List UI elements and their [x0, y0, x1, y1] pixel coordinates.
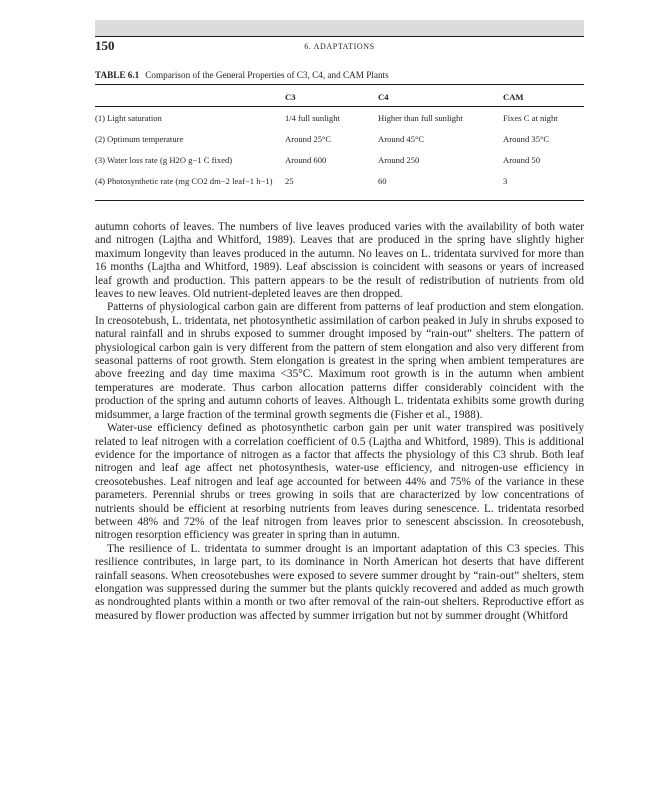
table-row	[95, 149, 584, 170]
column-header: C3	[285, 85, 378, 107]
table-label: TABLE 6.1	[95, 70, 140, 80]
table-row	[95, 170, 584, 201]
comparison-table	[95, 84, 584, 201]
paragraph: autumn cohorts of leaves. The numbers of live leaves produced varies with the availability of both water and nitrogen (Lajtha and Whitford, 1989). Leaves that are produced in the spring have slightly higher maximum longevity than leaves produced in the autumn. No leaves on L. tridentata survived for more than 16 months (Lajtha and Whitford, 1989). Leaf abscission is coincident with seasons or years of increased leaf growth and production. This pattern appears to be the result of redistribution of nutrients from old leaves to new leaves. Old nutrient-depleted leaves are then dropped.	[95, 221, 584, 301]
table-caption	[95, 70, 389, 80]
table-title: Comparison of the General Properties of C3, C4, and CAM Plants	[145, 70, 389, 80]
table-cell: 1/4 full sunlight	[285, 113, 340, 123]
column-header: C4	[378, 85, 503, 107]
column-header	[95, 85, 285, 107]
table-cell: Around 25°C	[285, 133, 332, 144]
page-number: 150	[95, 38, 115, 53]
table-cell: 60	[378, 170, 503, 201]
table-cell: Fixes C at night	[503, 113, 558, 123]
table-header-row	[95, 85, 584, 107]
paragraph: Water-use efficiency defined as photosynthetic carbon gain per unit water transpired was positively related to leaf nitrogen with a correlation coefficient of 0.5 (Lajtha and Whitford, 1989). This is additional evidence for the importance of nitrogen as a factor that affects the physiology of this C3 shrub. Both leaf nitrogen and leaf age affect net photosynthesis, water-use efficiency, and nitrogen-use efficiency in creosotebushes. Leaf nitrogen and leaf age accounted for between 44% and 75% of the variance in these parameters. Perennial shrubs or trees growing in soils that are characterized by low concentrations of nutrients should be efficient at resorbing nutrients from leaves during senescence. L. tridentata resorbed between 48% and 72% of the leaf nitrogen from leaves prior to senescent abscission. In creosotebush, nitrogen resorption efficiency was greater in spring than in autumn.	[95, 422, 584, 542]
table-cell: Higher than full sunlight	[378, 113, 463, 123]
running-title: 6. ADAPTATIONS	[304, 42, 375, 51]
header-rule	[95, 36, 584, 37]
table-cell: 3	[503, 170, 584, 201]
header-bar	[95, 20, 584, 36]
table-cell: (1) Light saturation	[95, 113, 162, 123]
table-cell: 25	[285, 170, 378, 201]
column-header: CAM	[503, 85, 584, 107]
table-cell: Around 35°C	[503, 133, 550, 144]
table-cell: (2) Optimum temperature	[95, 133, 184, 144]
table-cell: (3) Water loss rate (g H2O g−1 C fixed)	[95, 154, 233, 165]
table-cell: Around 45°C	[378, 133, 425, 144]
table-cell: (4) Photosynthetic rate (mg CO2 dm−2 leaf−1 h−1)	[95, 170, 285, 201]
body-text	[95, 221, 584, 623]
table-cell: Around 50	[503, 154, 540, 165]
table-cell: Around 600	[285, 154, 327, 165]
table-row	[95, 107, 584, 128]
paragraph: Patterns of physiological carbon gain are different from patterns of leaf production and stem elongation. In creosotebush, L. tridentata, net photosynthetic assimilation of carbon peaked in July in shrubs exposed to natural rainfall and in shrubs exposed to summer drought imposed by “rain-out” shelters. The pattern of physiological carbon gain is very different from the pattern of stem elongation and also very different from seasonal patterns of root growth. Stem elongation is greatest in the spring when ambient temperatures are above freezing and day time maxima <35°C. Maximum root growth is in the autumn when ambient temperatures are moderate. Thus carbon allocation patterns differ considerably coincident with the production of the spring and autumn cohorts of leaves. Although L. tridentata exhibits some growth during midsummer, a large fraction of the terminal growth segments die (Fisher et al., 1988).	[95, 301, 584, 421]
table-row	[95, 128, 584, 149]
paragraph: The resilience of L. tridentata to summer drought is an important adaptation of this C3 species. This resilience contributes, in large part, to its dominance in North American hot deserts that have different rainfall seasons. When creosotebushes were exposed to severe summer drought by “rain-out” shelters, stem elongation was suppressed during the summer but the plants quickly recovered and added as much growth as nondroughted plants within a month or two after removal of the rain-out shelters. Reproductive effort as measured by flower production was affected by summer irrigation but not by summer drought (Whitford	[95, 542, 584, 622]
table-cell: Around 250	[378, 154, 420, 165]
